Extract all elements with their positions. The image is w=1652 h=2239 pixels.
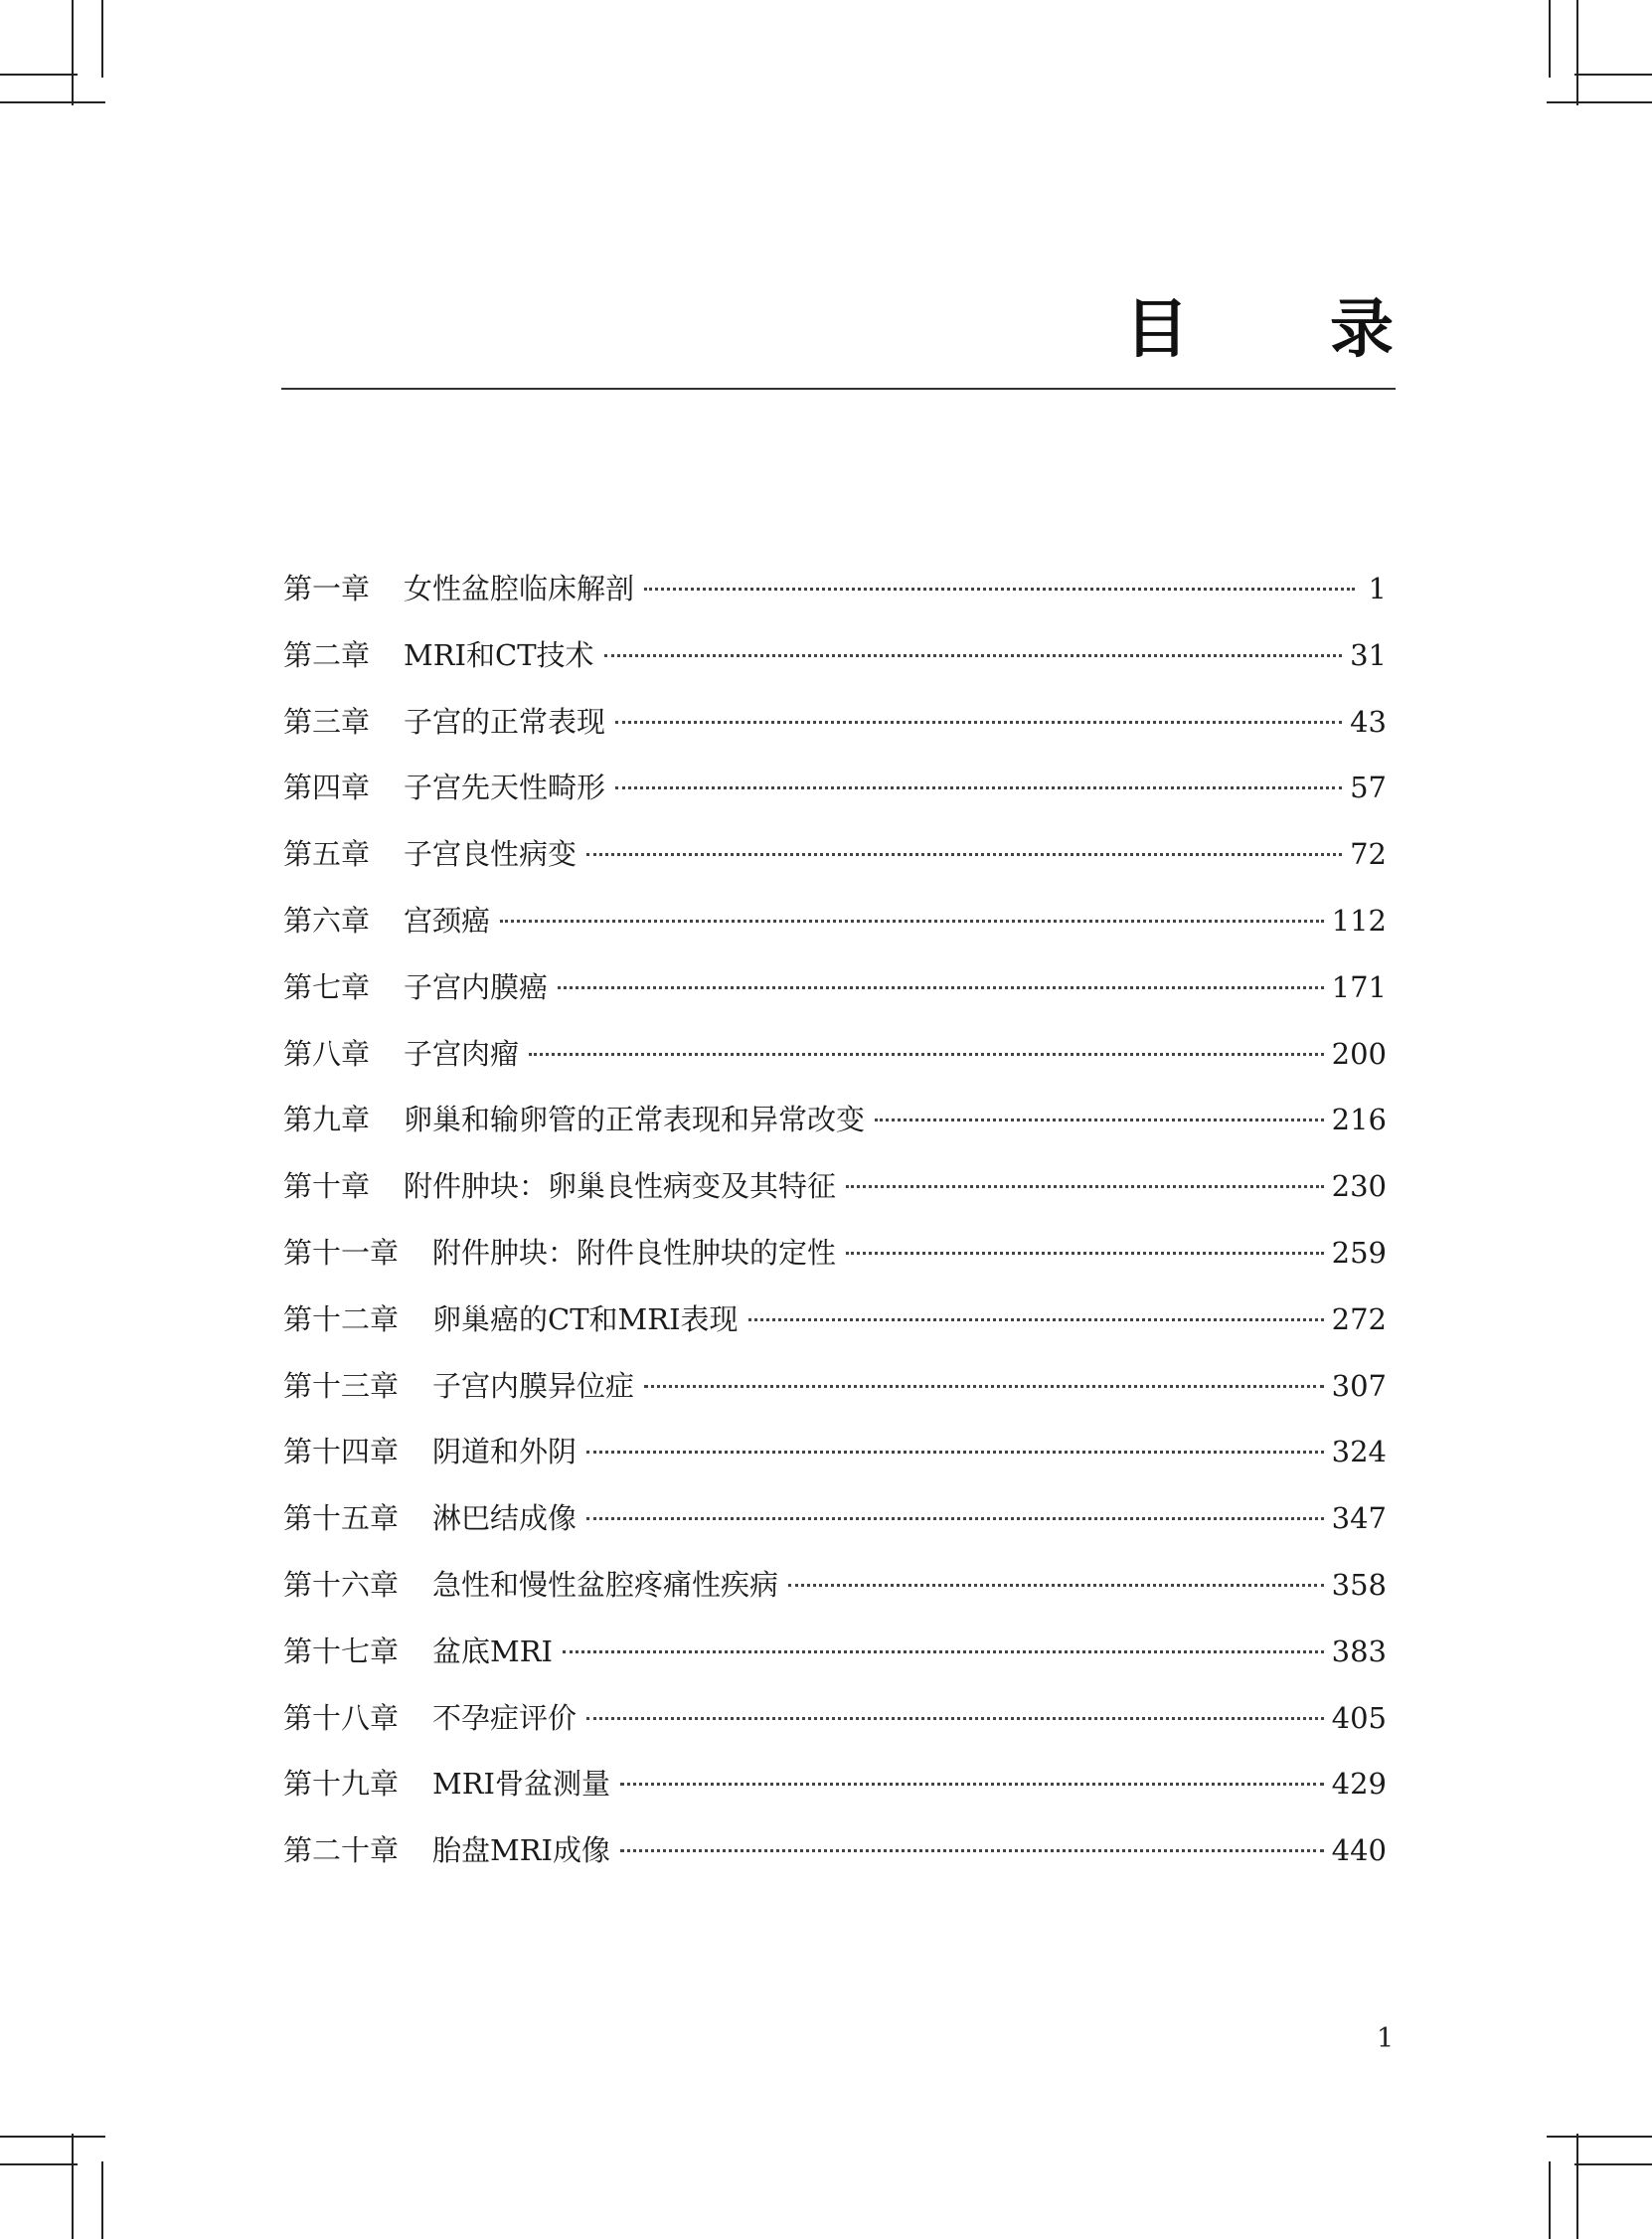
crop-mark <box>101 0 103 78</box>
toc-page-number: 383 <box>1331 1634 1387 1668</box>
toc-chapter-title: 阴道和外阴 <box>432 1435 578 1469</box>
toc-entry[interactable] <box>283 1762 1387 1828</box>
toc-dot-leader <box>500 920 1324 923</box>
toc-page-number: 112 <box>1331 903 1387 938</box>
toc-dot-leader <box>875 1119 1324 1121</box>
toc-entry[interactable] <box>283 1828 1387 1895</box>
crop-mark <box>1549 0 1551 78</box>
crop-mark <box>72 2134 74 2239</box>
page-title: 目 录 <box>1124 293 1453 367</box>
toc-entry[interactable] <box>283 832 1387 899</box>
toc-chapter-number: 第三章 <box>283 704 371 739</box>
toc-dot-leader <box>586 853 1342 856</box>
toc-dot-leader <box>748 1318 1324 1321</box>
toc-chapter-number: 第二十章 <box>283 1833 400 1868</box>
toc-page-number: 216 <box>1331 1103 1387 1137</box>
toc-dot-leader <box>846 1185 1324 1188</box>
toc-page-number: 171 <box>1331 969 1387 1004</box>
toc-dot-leader <box>563 1650 1324 1653</box>
toc-entry[interactable] <box>283 766 1387 832</box>
toc-dot-leader <box>620 1783 1324 1786</box>
toc-dot-leader <box>558 986 1324 989</box>
title-rule <box>281 388 1396 390</box>
toc-chapter-number: 第七章 <box>283 969 371 1004</box>
page-number: 1 <box>1377 2023 1395 2054</box>
crop-mark <box>1547 101 1652 103</box>
toc-chapter-number: 第十九章 <box>283 1767 400 1802</box>
toc-chapter-number: 第一章 <box>283 572 371 605</box>
toc-chapter-number: 第十六章 <box>283 1567 400 1602</box>
toc-chapter-title: 子宫先天性畸形 <box>404 771 606 805</box>
crop-mark <box>1576 0 1578 105</box>
toc-entry[interactable] <box>283 1630 1387 1696</box>
toc-chapter-number: 第八章 <box>283 1036 371 1071</box>
crop-mark <box>1547 2136 1652 2138</box>
toc-chapter-title: 胎盘MRI成像 <box>432 1833 611 1868</box>
toc-page-number: 57 <box>1350 771 1387 805</box>
toc-chapter-title: 子宫的正常表现 <box>404 704 606 739</box>
toc-chapter-title: 急性和慢性盆腔疼痛性疾病 <box>432 1567 779 1602</box>
toc-page-number: 358 <box>1331 1567 1387 1602</box>
toc-dot-leader <box>615 786 1342 789</box>
toc-page-number: 347 <box>1331 1501 1387 1536</box>
toc-chapter-number: 第十章 <box>283 1169 371 1204</box>
crop-mark <box>0 2163 78 2165</box>
toc-page-number: 429 <box>1331 1767 1387 1802</box>
toc-page-number: 1 <box>1368 572 1387 605</box>
toc-chapter-number: 第五章 <box>283 837 371 872</box>
crop-mark <box>1574 74 1652 76</box>
toc-page-number: 307 <box>1331 1368 1387 1403</box>
toc-chapter-title: MRI和CT技术 <box>404 637 594 672</box>
toc-entry[interactable] <box>283 1231 1387 1297</box>
toc-chapter-title: 宫颈癌 <box>404 903 491 938</box>
toc-chapter-title: 子宫肉瘤 <box>404 1036 520 1071</box>
toc-entry[interactable] <box>283 1496 1387 1563</box>
toc-chapter-title: 卵巢癌的CT和MRI表现 <box>432 1301 739 1336</box>
toc-entry[interactable] <box>283 567 1387 633</box>
toc-entry[interactable] <box>283 1297 1387 1364</box>
toc-chapter-number: 第二章 <box>283 637 371 672</box>
toc-chapter-title: MRI骨盆测量 <box>432 1767 611 1802</box>
toc-chapter-title: 不孕症评价 <box>432 1700 578 1735</box>
toc-chapter-title: 附件肿块：附件良性肿块的定性 <box>432 1235 837 1270</box>
toc-page-number: 72 <box>1350 837 1387 872</box>
toc-dot-leader <box>604 654 1343 657</box>
toc-chapter-number: 第十一章 <box>283 1235 400 1270</box>
toc-entry[interactable] <box>283 1364 1387 1431</box>
crop-mark <box>101 2161 103 2239</box>
toc-page-number: 31 <box>1350 637 1387 672</box>
toc-chapter-title: 女性盆腔临床解剖 <box>404 572 635 605</box>
crop-mark <box>72 0 74 105</box>
toc-chapter-title: 子宫内膜异位症 <box>432 1368 635 1403</box>
toc-dot-leader <box>586 1517 1324 1520</box>
toc-page-number: 259 <box>1331 1235 1387 1270</box>
table-of-contents <box>283 567 1387 1895</box>
toc-entry[interactable] <box>283 1098 1387 1164</box>
toc-entry[interactable] <box>283 1164 1387 1231</box>
toc-chapter-number: 第六章 <box>283 903 371 938</box>
toc-dot-leader <box>615 721 1342 724</box>
toc-dot-leader <box>620 1849 1324 1852</box>
toc-chapter-title: 盆底MRI <box>432 1634 554 1668</box>
toc-entry[interactable] <box>283 1563 1387 1630</box>
toc-chapter-number: 第十七章 <box>283 1634 400 1668</box>
toc-entry[interactable] <box>283 965 1387 1032</box>
toc-dot-leader <box>644 588 1355 591</box>
toc-entry[interactable] <box>283 1032 1387 1099</box>
toc-page-number: 440 <box>1331 1833 1387 1868</box>
toc-chapter-title: 子宫良性病变 <box>404 837 578 872</box>
crop-mark <box>1576 2134 1578 2239</box>
crop-mark <box>1549 2161 1551 2239</box>
toc-chapter-number: 第九章 <box>283 1103 371 1137</box>
toc-chapter-number: 第十五章 <box>283 1501 400 1536</box>
toc-entry[interactable] <box>283 1696 1387 1763</box>
toc-dot-leader <box>846 1252 1324 1255</box>
toc-dot-leader <box>586 1451 1324 1454</box>
toc-page-number: 272 <box>1331 1301 1387 1336</box>
toc-dot-leader <box>586 1717 1324 1720</box>
toc-chapter-title: 附件肿块：卵巢良性病变及其特征 <box>404 1169 837 1204</box>
toc-dot-leader <box>788 1584 1324 1587</box>
crop-mark <box>0 101 105 103</box>
toc-chapter-title: 淋巴结成像 <box>432 1501 578 1536</box>
crop-mark <box>1574 2163 1652 2165</box>
toc-chapter-title: 子宫内膜癌 <box>404 969 549 1004</box>
toc-chapter-title: 卵巢和输卵管的正常表现和异常改变 <box>404 1103 866 1137</box>
toc-chapter-number: 第十二章 <box>283 1301 400 1336</box>
toc-dot-leader <box>644 1385 1324 1388</box>
toc-page-number: 230 <box>1331 1169 1387 1204</box>
toc-page-number: 43 <box>1350 704 1387 739</box>
toc-entry[interactable] <box>283 1430 1387 1496</box>
toc-entry[interactable] <box>283 700 1387 767</box>
toc-page-number: 405 <box>1331 1700 1387 1735</box>
toc-chapter-number: 第十四章 <box>283 1435 400 1469</box>
toc-dot-leader <box>529 1053 1324 1056</box>
toc-chapter-number: 第四章 <box>283 771 371 805</box>
toc-page-number: 324 <box>1331 1435 1387 1469</box>
crop-mark <box>0 74 78 76</box>
toc-page-number: 200 <box>1331 1036 1387 1071</box>
toc-entry[interactable] <box>283 633 1387 700</box>
toc-entry[interactable] <box>283 899 1387 965</box>
toc-chapter-number: 第十八章 <box>283 1700 400 1735</box>
crop-mark <box>0 2136 105 2138</box>
toc-chapter-number: 第十三章 <box>283 1368 400 1403</box>
